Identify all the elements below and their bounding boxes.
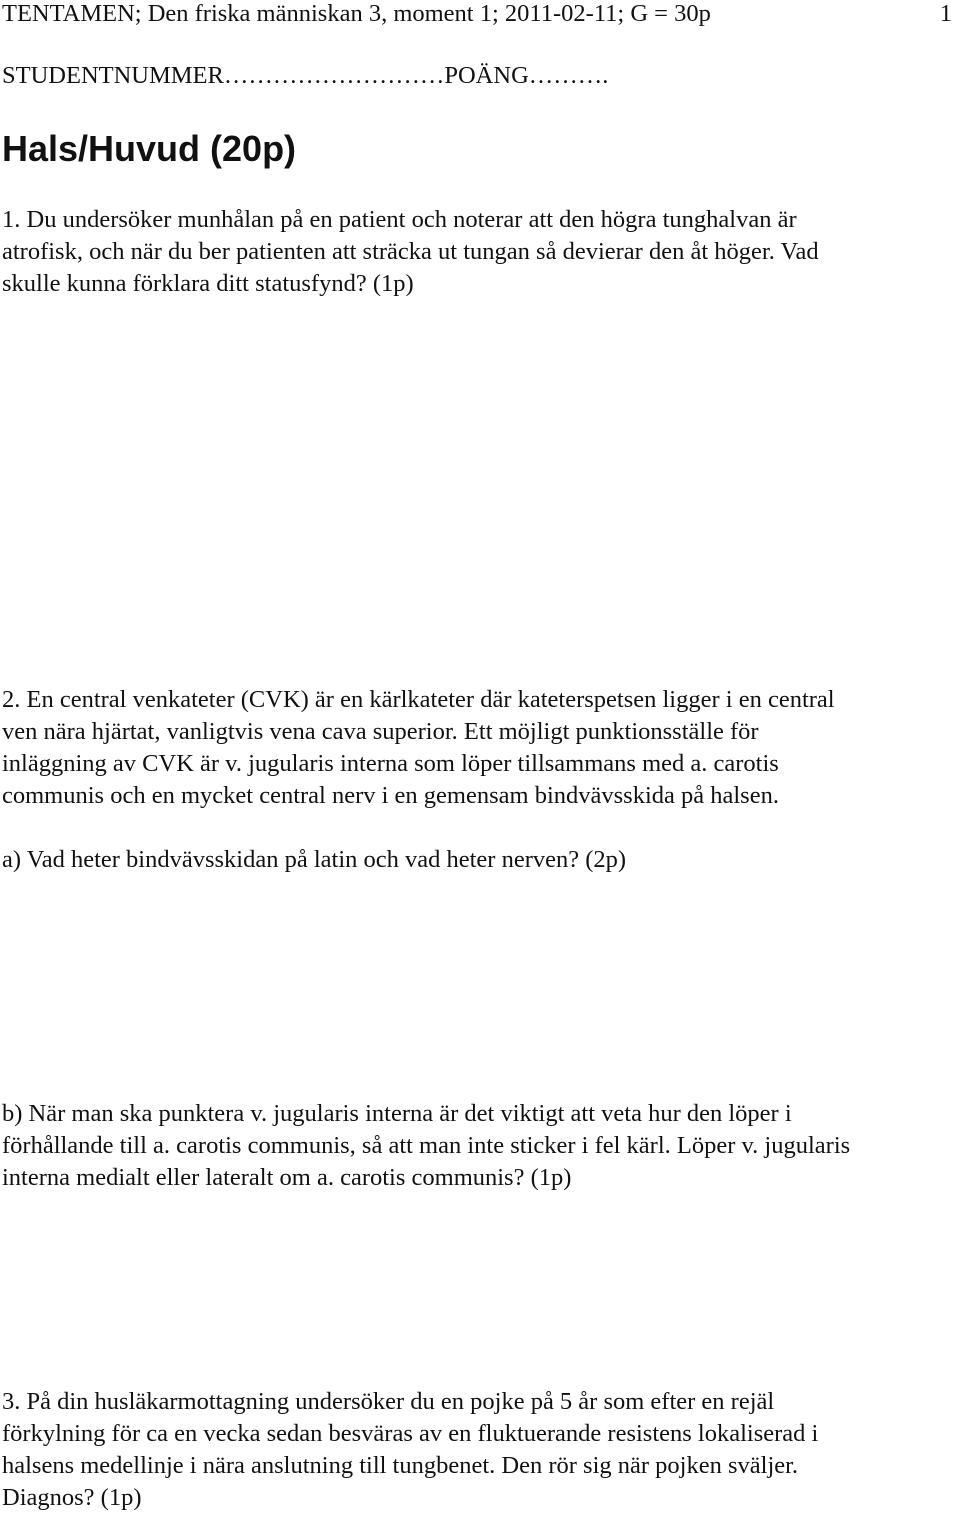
exam-title-text: TENTAMEN; Den friska människan 3, moment 1; 2011-02-11; G = 30p — [2, 0, 711, 27]
page-number: 1 — [939, 0, 952, 27]
exam-title — [2, 0, 954, 30]
question-2b-line: b) När man ska punktera v. jugularis interna är det viktigt att veta hur den löper i — [2, 1100, 792, 1127]
question-1-line: skulle kunna förklara ditt statusfynd? (1p) — [2, 270, 414, 297]
question-3-line: halsens medellinje i nära anslutning till tungbenet. Den rör sig när pojken sväljer. — [2, 1452, 799, 1479]
question-2-line: inläggning av CVK är v. jugularis interna som löper tillsammans med a. carotis — [2, 750, 779, 777]
question-2-line: communis och en mycket central nerv i en gemensam bindvävsskida på halsen. — [2, 782, 779, 809]
question-3-line: förkylning för ca en vecka sedan besväras av en fluktuerande resistens lokaliserad i — [2, 1420, 819, 1447]
question-1-line: 1. Du undersöker munhålan på en patient och noterar att den högra tunghalvan är — [2, 206, 797, 233]
question-2b-line: förhållande till a. carotis communis, så att man inte sticker i fel kärl. Löper v. jugularis — [2, 1132, 851, 1159]
section-heading: Hals/Huvud (20p) — [2, 128, 297, 169]
question-2b-line: interna medialt eller lateralt om a. carotis communis? (1p) — [2, 1164, 572, 1191]
question-3-line: 3. På din husläkarmottagning undersöker du en pojke på 5 år som efter en rejäl — [2, 1388, 775, 1415]
question-2a: a) Vad heter bindvävsskidan på latin och vad heter nerven? (2p) — [2, 846, 627, 873]
question-2-line: ven nära hjärtat, vanligtvis vena cava superior. Ett möjligt punktionsställe för — [2, 718, 759, 745]
question-1-answer-space — [0, 300, 960, 680]
question-1-line: atrofisk, och när du ber patienten att sträcka ut tungan så devierar den åt höger. Vad — [2, 238, 819, 265]
question-3-line: Diagnos? (1p) — [2, 1484, 142, 1511]
question-2a-answer-space — [0, 876, 960, 1096]
question-2b-answer-space — [0, 1194, 960, 1384]
student-number-line: STUDENTNUMMER………………………POÄNG………. — [2, 62, 609, 89]
question-2-line: 2. En central venkateter (CVK) är en kärlkateter där kateterspetsen ligger i en central — [2, 686, 835, 713]
